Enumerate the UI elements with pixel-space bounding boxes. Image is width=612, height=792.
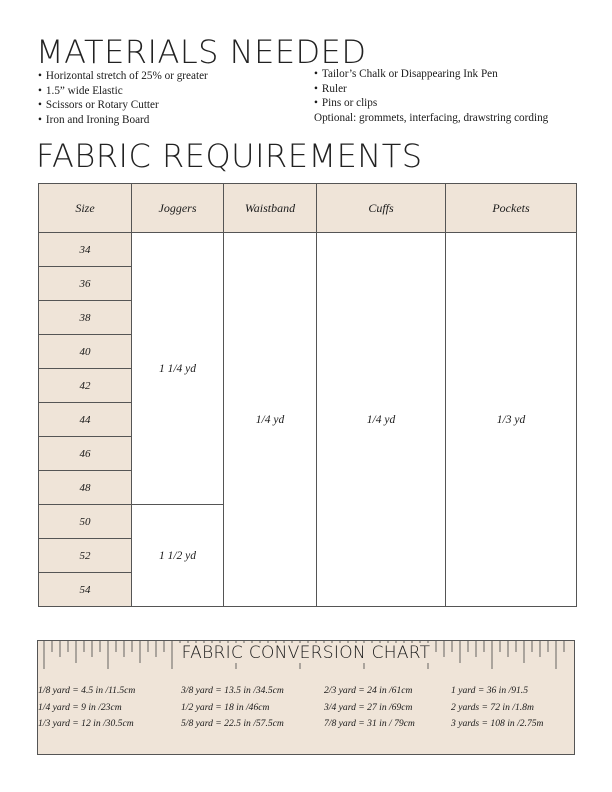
column-header-joggers: Joggers [132,184,224,233]
size-cell: 38 [39,301,132,335]
column-header-cuffs: Cuffs [317,184,446,233]
size-cell: 50 [39,505,132,539]
fabric-conversion-chart [37,640,575,755]
conversion-column [181,683,284,733]
material-item: • Horizontal stretch of 25% or greater [38,69,208,84]
conversion-column [38,683,135,733]
material-item: • Tailor’s Chalk or Disappearing Ink Pen [314,67,548,82]
cuffs-cell: 1/4 yd [317,233,446,607]
size-cell: 40 [39,335,132,369]
conversion-entry: 2 yards = 72 in /1.8m [451,701,534,713]
size-cell: 48 [39,471,132,505]
material-item: • 1.5” wide Elastic [38,84,208,99]
optional-materials: Optional: grommets, interfacing, drawstring cording [314,111,549,124]
table-row [39,233,577,267]
conversion-entry: 1/3 yard = 12 in /30.5cm [38,718,134,729]
column-header-waistband: Waistband [224,184,317,233]
material-item: • Scissors or Rotary Cutter [38,98,208,113]
joggers-cell-large: 1 1/2 yd [132,505,224,607]
size-cell: 52 [39,539,132,573]
pockets-cell: 1/3 yd [446,233,577,607]
conversion-column [324,683,415,733]
material-item: • Ruler [314,82,548,97]
conversion-entry: 3/4 yard = 27 in /69cm [324,701,413,713]
conversion-entry: 1 yard = 36 in /91.5 [451,685,529,696]
column-header-size: Size [39,184,132,233]
materials-list-right [314,67,548,125]
size-cell: 34 [39,233,132,267]
material-item: • Iron and Ironing Board [38,113,208,128]
conversion-entry: 5/8 yard = 22.5 in /57.5cm [181,718,284,729]
conversion-entry: 3/8 yard = 13.5 in /34.5cm [181,685,284,696]
conversion-entry: 1/2 yard = 18 in /46cm [181,701,270,713]
size-cell: 54 [39,573,132,607]
conversion-column [451,683,543,733]
materials-heading: MATERIALS NEEDED [36,33,367,71]
conversion-chart-title: FABRIC CONVERSION CHART [179,643,434,663]
joggers-cell-small: 1 1/4 yd [132,233,224,505]
conversion-entry: 1/8 yard = 4.5 in /11.5cm [38,685,136,696]
size-cell: 46 [39,437,132,471]
waistband-cell: 1/4 yd [224,233,317,607]
column-header-pockets: Pockets [446,184,577,233]
conversion-entry: 7/8 yard = 31 in / 79cm [324,718,415,729]
conversion-entry: 1/4 yard = 9 in /23cm [38,701,122,713]
conversion-entry: 2/3 yard = 24 in /61cm [324,685,413,696]
fabric-requirements-heading: FABRIC REQUIREMENTS [36,137,423,175]
table-header-row [39,184,577,233]
material-item: • Pins or clips [314,96,548,111]
fabric-requirements-table [38,183,577,607]
materials-list-left [38,69,208,127]
size-cell: 36 [39,267,132,301]
size-cell: 42 [39,369,132,403]
size-cell: 44 [39,403,132,437]
conversion-entry: 3 yards = 108 in /2.75m [451,718,544,729]
